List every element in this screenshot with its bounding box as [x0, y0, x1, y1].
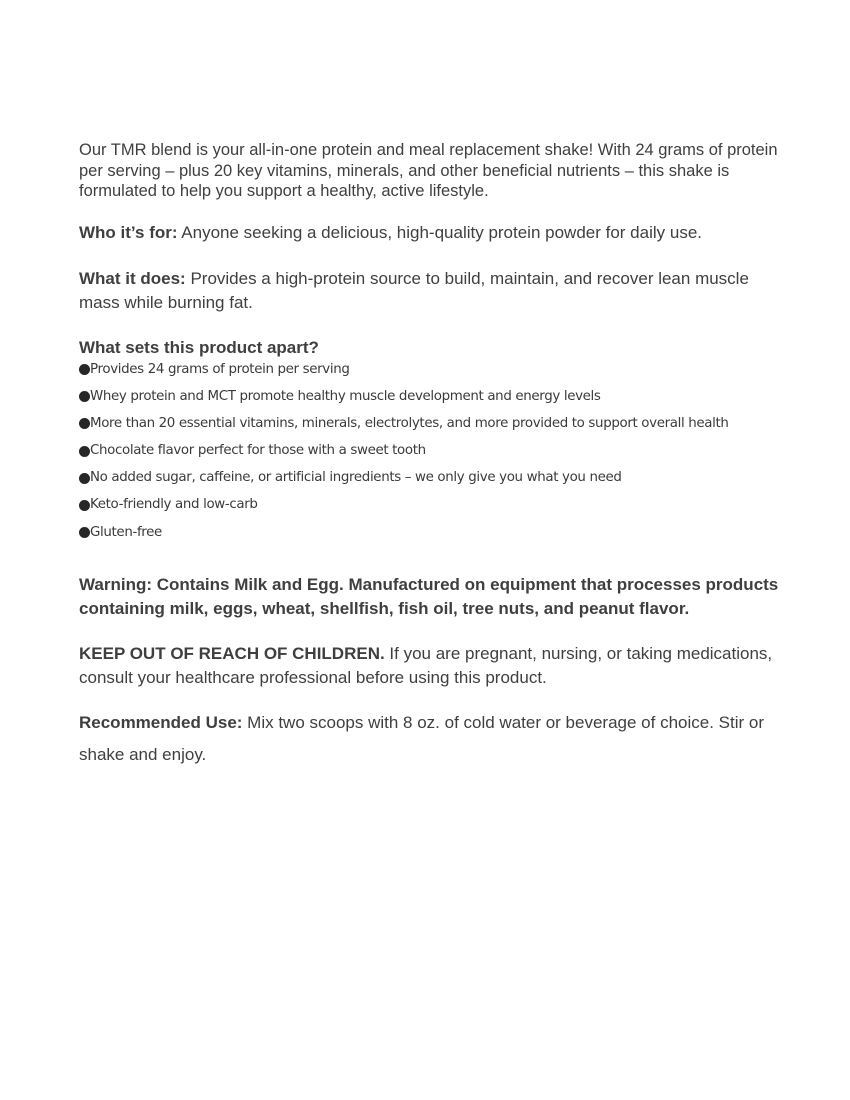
keep-out-of-reach-label: KEEP OUT OF REACH OF CHILDREN.	[79, 643, 385, 663]
list-item-text: More than 20 essential vitamins, minerals, electrolytes, and more provided to support overall health	[90, 415, 729, 431]
who-its-for-paragraph	[79, 221, 779, 245]
what-it-does-text: Provides a high-protein source to build, maintain, and recover lean muscle mass while burning fat.	[79, 268, 749, 312]
what-it-does-label: What it does:	[79, 268, 186, 288]
bullet-icon	[79, 473, 90, 484]
recommended-use-text: Mix two scoops with 8 oz. of cold water or beverage of choice. Stir or shake and enjoy.	[79, 712, 765, 764]
list-item	[79, 360, 779, 387]
bullet-icon	[79, 391, 90, 402]
list-item	[79, 523, 779, 550]
sets-apart-heading: What sets this product apart?	[79, 337, 319, 357]
recommended-use-paragraph	[79, 707, 779, 771]
bullet-icon	[79, 418, 90, 429]
list-item	[79, 387, 779, 414]
bullet-icon	[79, 446, 90, 457]
bullet-icon	[79, 500, 90, 511]
bullet-icon	[79, 527, 90, 538]
list-item-text: Provides 24 grams of protein per serving	[90, 361, 350, 377]
recommended-use-label: Recommended Use:	[79, 712, 243, 732]
who-its-for-text: Anyone seeking a delicious, high-quality protein powder for daily use.	[177, 222, 703, 242]
what-it-does-paragraph	[79, 267, 779, 315]
list-item-text: Chocolate flavor perfect for those with a sweet tooth	[90, 443, 426, 459]
who-its-for-label: Who it’s for:	[79, 222, 178, 242]
feature-list	[79, 360, 779, 550]
keep-out-of-reach-text: If you are pregnant, nursing, or taking medications, consult your healthcare professional before using this product.	[79, 643, 773, 687]
list-item-text: Whey protein and MCT promote healthy muscle development and energy levels	[90, 388, 601, 404]
bullet-icon	[79, 364, 90, 375]
list-item	[79, 495, 779, 522]
list-item	[79, 468, 779, 495]
product-description	[79, 140, 779, 771]
allergen-warning: Warning: Contains Milk and Egg. Manufactured on equipment that processes products containing milk, eggs, wheat, shellfish, fish oil, tree nuts, and peanut flavor.	[79, 574, 779, 618]
list-item-text: Keto-friendly and low-carb	[90, 497, 258, 513]
list-item-text: Gluten-free	[90, 524, 162, 540]
list-item-text: No added sugar, caffeine, or artificial ingredients – we only give you what you need	[90, 470, 622, 486]
list-item	[79, 414, 779, 441]
list-item	[79, 441, 779, 468]
intro-paragraph: Our TMR blend is your all-in-one protein and meal replacement shake! With 24 grams of protein per serving – plus 20 key vitamins, minerals, and other beneficial nutrients – this shake is formulated to help you support a healthy, active lifestyle.	[79, 141, 778, 200]
keep-out-of-reach-paragraph	[79, 642, 779, 690]
